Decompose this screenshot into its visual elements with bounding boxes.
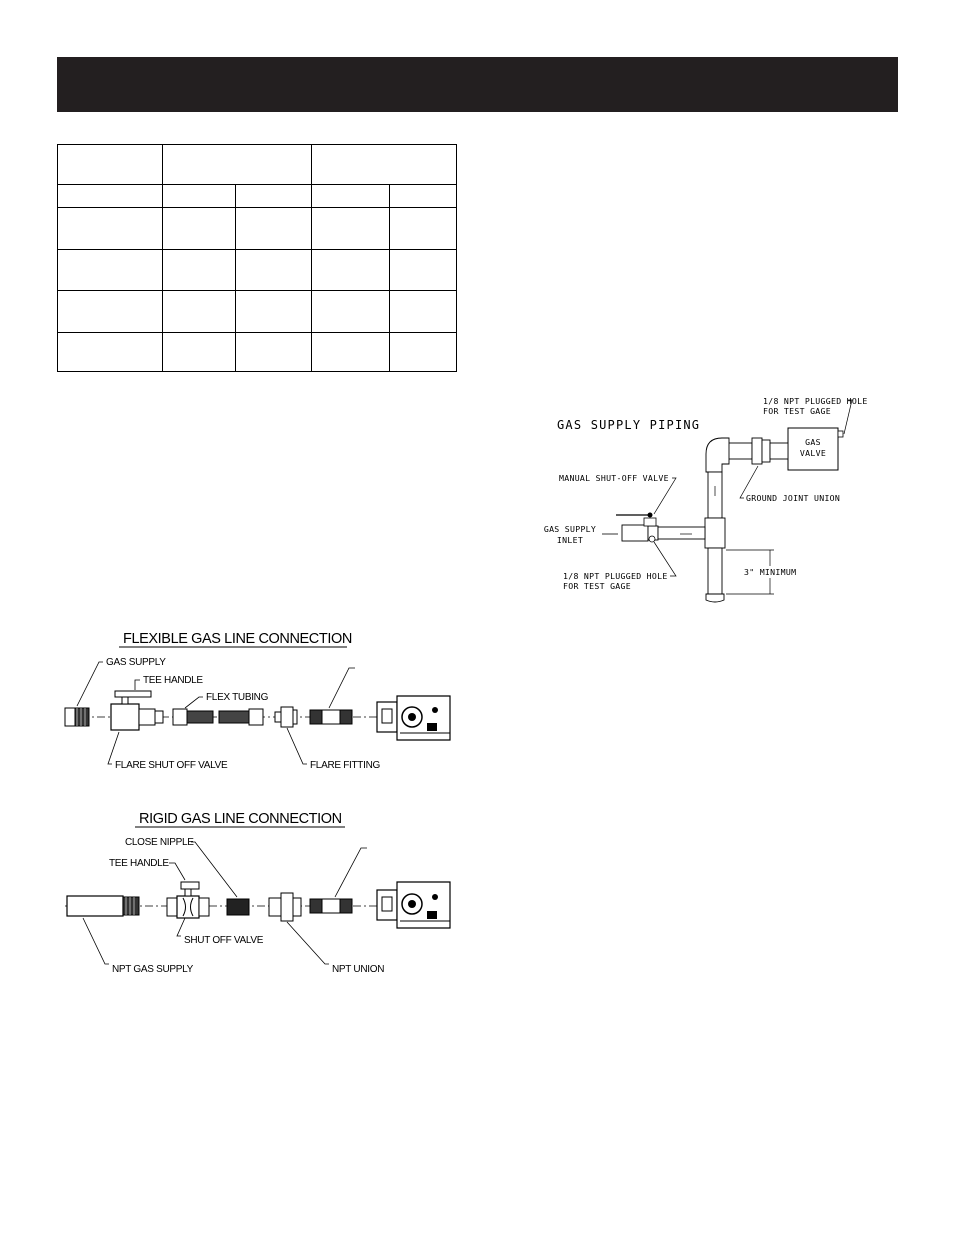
flexible-title: FLEXIBLE GAS LINE CONNECTION bbox=[123, 631, 352, 647]
table-cell bbox=[236, 208, 312, 250]
table-row bbox=[58, 333, 457, 372]
gas-supply-pipe bbox=[65, 708, 89, 726]
table-cell bbox=[58, 185, 163, 208]
shut-off-valve-label: SHUT OFF VALVE bbox=[184, 935, 264, 946]
table-cell bbox=[58, 145, 163, 185]
table-cell bbox=[312, 250, 390, 291]
table-cell bbox=[390, 250, 457, 291]
npt-union bbox=[269, 893, 301, 921]
flare-fitting bbox=[275, 707, 297, 727]
gas-pressure-table bbox=[57, 144, 457, 372]
rigid-title: RIGID GAS LINE CONNECTION bbox=[139, 811, 342, 827]
gas-valve-body bbox=[377, 882, 450, 928]
bottom-plug-label-line1: 1/8 NPT PLUGGED HOLE bbox=[563, 571, 668, 581]
table-cell bbox=[236, 333, 312, 372]
table-cell bbox=[390, 291, 457, 333]
gas-supply-piping-diagram bbox=[530, 390, 870, 610]
tee-handle-label: TEE HANDLE bbox=[143, 675, 203, 686]
table-cell bbox=[163, 250, 236, 291]
table-row bbox=[58, 145, 457, 185]
leader-line bbox=[287, 728, 307, 764]
table-cell bbox=[312, 145, 457, 185]
leader-line bbox=[177, 918, 185, 936]
gas-valve-body bbox=[377, 696, 450, 740]
table-cell bbox=[58, 291, 163, 333]
table-row bbox=[58, 185, 457, 208]
flare-fitting-label: FLARE FITTING bbox=[310, 760, 380, 771]
flex-tubing-label: FLEX TUBING bbox=[206, 692, 269, 703]
close-nipple bbox=[227, 899, 249, 915]
table-cell bbox=[312, 208, 390, 250]
flex-tubing bbox=[173, 709, 263, 725]
inlet-label-line2: INLET bbox=[556, 535, 584, 545]
table-cell bbox=[390, 333, 457, 372]
inlet-label-line1: GAS SUPPLY bbox=[543, 524, 597, 534]
leader-line bbox=[654, 478, 676, 514]
ground-union-label: GROUND JOINT UNION bbox=[746, 493, 841, 503]
leader-line bbox=[77, 662, 103, 706]
gas-valve-label-line2: VALVE bbox=[799, 448, 827, 458]
table-cell bbox=[58, 250, 163, 291]
tee-handle-icon bbox=[115, 691, 151, 697]
close-nipple-label: CLOSE NIPPLE bbox=[125, 837, 194, 848]
table-cell bbox=[236, 185, 312, 208]
table-cell bbox=[236, 250, 312, 291]
inlet-pipe bbox=[622, 525, 705, 541]
table-cell bbox=[163, 185, 236, 208]
gas-valve-label-line1: GAS bbox=[805, 437, 821, 447]
table-row bbox=[58, 250, 457, 291]
top-plug-label-line1: 1/8 NPT PLUGGED HOLE bbox=[763, 396, 868, 406]
table-cell bbox=[163, 208, 236, 250]
minimum-label: 3" MINIMUM bbox=[744, 567, 797, 577]
npt-union-label: NPT UNION bbox=[332, 964, 385, 975]
table-cell bbox=[390, 208, 457, 250]
piping-title: GAS SUPPLY PIPING bbox=[557, 418, 701, 432]
npt-gas-supply-label: NPT GAS SUPPLY bbox=[112, 964, 194, 975]
leader-line bbox=[335, 848, 367, 897]
rigid-connection-diagram bbox=[55, 800, 455, 980]
gas-supply-label: GAS SUPPLY bbox=[106, 657, 166, 668]
flexible-connection-diagram bbox=[55, 620, 455, 780]
table-cell bbox=[390, 185, 457, 208]
pipe-nipple bbox=[310, 899, 352, 913]
leader-line bbox=[287, 922, 329, 964]
horizontal-supply-pipe bbox=[727, 438, 788, 464]
npt-gas-supply-pipe bbox=[67, 896, 139, 916]
leader-line bbox=[83, 918, 109, 964]
table-row bbox=[58, 291, 457, 333]
leader-line bbox=[329, 668, 355, 708]
manual-valve-label: MANUAL SHUT-OFF VALVE bbox=[559, 473, 669, 483]
shut-off-valve bbox=[167, 882, 209, 918]
table-cell bbox=[312, 185, 390, 208]
leader-line bbox=[185, 697, 203, 708]
table-cell bbox=[236, 291, 312, 333]
leader-line bbox=[169, 863, 185, 880]
table-cell bbox=[163, 291, 236, 333]
flare-shut-off-valve bbox=[111, 691, 163, 730]
section-header-bar bbox=[57, 57, 898, 112]
pipe-elbow bbox=[706, 438, 729, 472]
table-cell bbox=[58, 208, 163, 250]
table-cell bbox=[312, 333, 390, 372]
table-cell bbox=[163, 333, 236, 372]
tee-handle-label: TEE HANDLE bbox=[109, 858, 169, 869]
bottom-plug-label-line2: FOR TEST GAGE bbox=[563, 581, 631, 591]
flare-shut-off-valve-label: FLARE SHUT OFF VALVE bbox=[115, 760, 228, 771]
pipe-nipple bbox=[310, 710, 352, 724]
table-cell bbox=[58, 333, 163, 372]
tee-handle-icon bbox=[181, 882, 199, 889]
leader-line bbox=[135, 680, 140, 690]
table-cell bbox=[163, 145, 312, 185]
top-plug-label-line2: FOR TEST GAGE bbox=[763, 406, 831, 416]
table-cell bbox=[312, 291, 390, 333]
table-row bbox=[58, 208, 457, 250]
